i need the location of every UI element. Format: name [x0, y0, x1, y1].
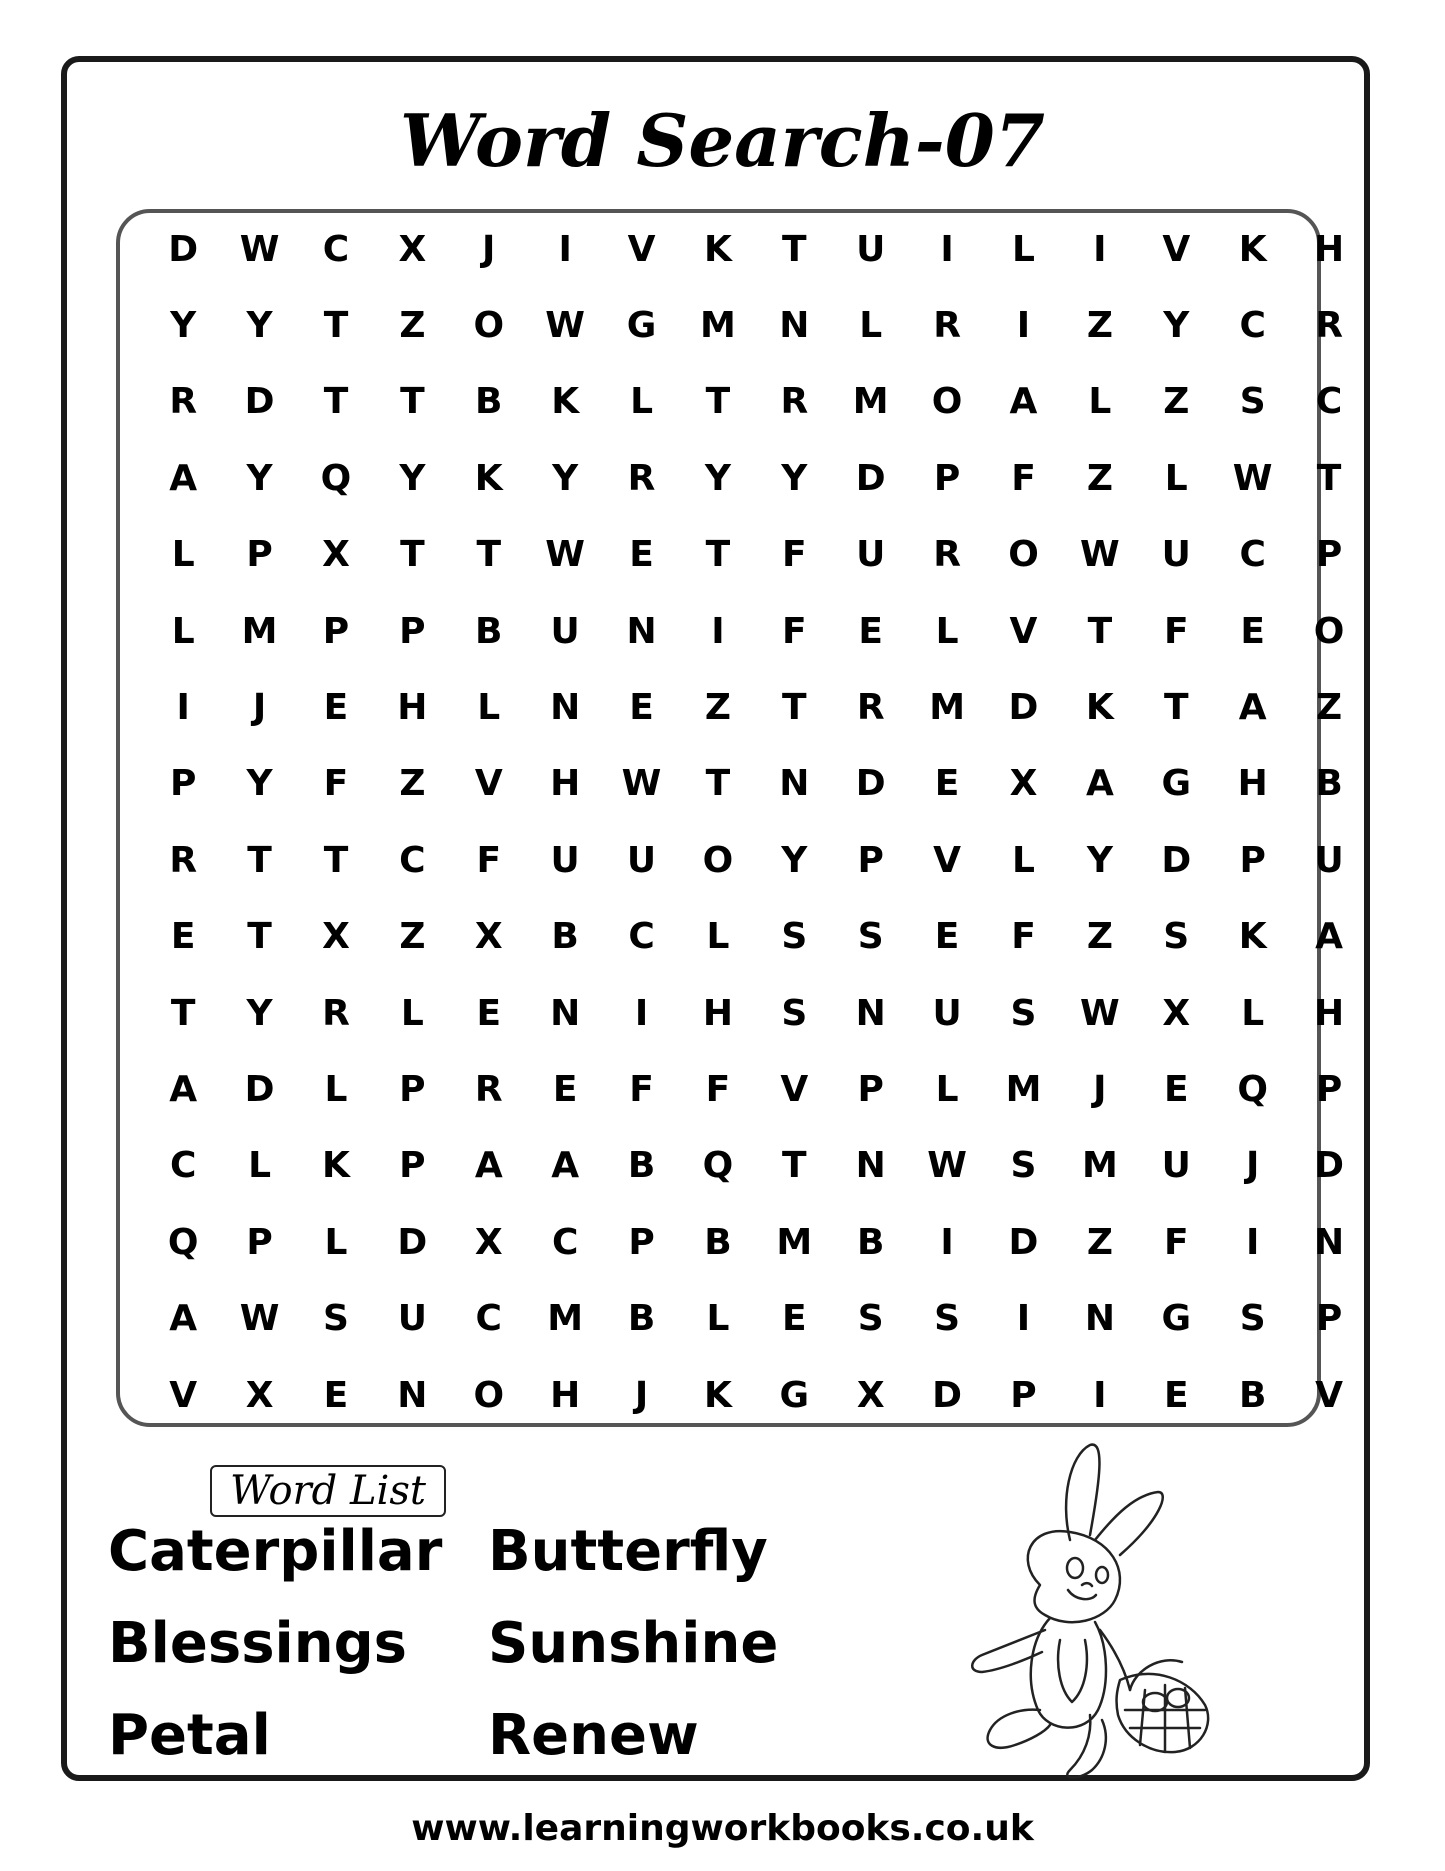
grid-cell: M	[700, 305, 736, 347]
grid-cell: N	[550, 687, 581, 729]
grid-cell: W	[239, 228, 280, 270]
grid-cell: I	[1016, 1298, 1031, 1340]
grid-cell: E	[1240, 610, 1265, 652]
grid-cell: S	[781, 992, 808, 1034]
grid-cell: E	[782, 1298, 807, 1340]
grid-cell: W	[545, 305, 585, 347]
grid-cell: Q	[1237, 1068, 1268, 1110]
grid-cell: E	[934, 916, 960, 958]
grid-cell: L	[935, 610, 959, 652]
grid-cell: D	[244, 1068, 275, 1110]
grid-cell: P	[933, 457, 961, 499]
grid-cell: K	[1238, 228, 1267, 270]
grid-cell: P	[857, 839, 884, 881]
grid-cell: D	[932, 1374, 963, 1416]
grid-cell: R	[169, 839, 198, 881]
grid-cell: X	[474, 916, 503, 958]
grid-cell: Y	[246, 763, 273, 805]
grid-cell: U	[397, 1298, 427, 1340]
grid-cell: D	[397, 1221, 428, 1263]
grid-cell: U	[1161, 534, 1191, 576]
grid-cell: A	[551, 1145, 580, 1187]
grid-cell: G	[1161, 1298, 1192, 1340]
grid-cell: Y	[246, 457, 273, 499]
grid-cell: Y	[170, 305, 197, 347]
grid-cell: F	[1163, 1221, 1189, 1263]
word-list-label: Word List	[210, 1465, 446, 1517]
word-sunshine: Sunshine	[488, 1611, 779, 1676]
word-caterpillar: Caterpillar	[108, 1519, 443, 1584]
grid-cell: V	[780, 1068, 809, 1110]
grid-cell: Y	[552, 457, 579, 499]
grid-cell: V	[1009, 610, 1038, 652]
grid-cell: U	[626, 839, 657, 881]
grid-cell: H	[550, 763, 581, 805]
grid-cell: A	[169, 1068, 198, 1110]
grid-cell: B	[1238, 1374, 1267, 1416]
grid-cell: G	[779, 1374, 810, 1416]
grid-cell: L	[477, 687, 501, 729]
grid-cell: B	[856, 1221, 885, 1263]
grid-cell: M	[929, 687, 966, 729]
grid-cell: S	[781, 916, 808, 958]
grid-cell: B	[704, 1221, 732, 1263]
grid-cell: C	[551, 1221, 579, 1263]
grid-cell: D	[1008, 687, 1039, 729]
grid-cell: K	[703, 228, 732, 270]
grid-cell: R	[322, 992, 350, 1034]
grid-cell: J	[1245, 1145, 1260, 1187]
grid-cell: L	[400, 992, 424, 1034]
grid-cell: I	[1093, 1374, 1107, 1416]
grid-cell: Y	[704, 457, 731, 499]
grid-cell: N	[1313, 1221, 1345, 1263]
grid-cell: E	[323, 687, 349, 729]
grid-cell: X	[474, 1221, 503, 1263]
grid-cell: V	[627, 228, 656, 270]
grid-cell: U	[1161, 1145, 1191, 1187]
grid-cell: H	[1313, 992, 1345, 1034]
grid-cell: R	[933, 534, 961, 576]
grid-cell: N	[550, 992, 581, 1034]
grid-cell: J	[482, 228, 496, 270]
grid-cell: J	[1093, 1068, 1107, 1110]
grid-cell: E	[170, 916, 196, 958]
grid-cell: Z	[1163, 381, 1190, 423]
grid-cell: N	[855, 1145, 886, 1187]
grid-cell: L	[171, 534, 195, 576]
grid-cell: D	[855, 457, 886, 499]
grid-cell: E	[552, 1068, 578, 1110]
grid-cell: F	[629, 1068, 654, 1110]
grid-cell: E	[476, 992, 502, 1034]
grid-cell: J	[252, 687, 267, 729]
grid-cell: D	[1161, 839, 1192, 881]
grid-cell: L	[706, 1298, 730, 1340]
grid-cell: R	[474, 1068, 503, 1110]
grid-cell: R	[627, 457, 656, 499]
grid-cell: E	[629, 687, 654, 729]
grid-cell: X	[856, 1374, 885, 1416]
grid-cell: F	[782, 610, 807, 652]
grid-cell: P	[170, 763, 197, 805]
grid-cell: T	[782, 228, 807, 270]
grid-cell: X	[1009, 763, 1038, 805]
grid-cell: H	[1313, 228, 1345, 270]
grid-cell: S	[1163, 916, 1190, 958]
grid-cell: H	[397, 687, 428, 729]
grid-cell: Q	[702, 1145, 734, 1187]
grid-cell: Z	[399, 305, 426, 347]
grid-cell: F	[782, 534, 807, 576]
grid-cell: B	[1315, 763, 1343, 805]
grid-cell: T	[247, 839, 272, 881]
grid-cell: G	[1161, 763, 1192, 805]
grid-cell: M	[1081, 1145, 1118, 1187]
grid-cell: L	[324, 1068, 348, 1110]
grid-cell: V	[1315, 1374, 1343, 1416]
grid-cell: P	[1239, 839, 1266, 881]
grid-cell: I	[711, 610, 725, 652]
grid-cell: K	[703, 1374, 732, 1416]
grid-cell: T	[705, 534, 731, 576]
grid-cell: N	[779, 305, 810, 347]
grid-cell: W	[1080, 992, 1120, 1034]
grid-cell: Q	[320, 457, 352, 499]
grid-cell: F	[323, 763, 349, 805]
grid-cell: A	[1315, 916, 1343, 958]
grid-cell: V	[169, 1374, 198, 1416]
grid-cell: A	[1238, 687, 1267, 729]
grid-cell: D	[1008, 1221, 1039, 1263]
grid-cell: T	[1087, 610, 1113, 652]
grid-cell: K	[1238, 916, 1267, 958]
grid-cell: L	[171, 610, 195, 652]
grid-cell: I	[634, 992, 649, 1034]
footer-url: www.learningworkbooks.co.uk	[411, 1808, 1034, 1849]
grid-cell: V	[1162, 228, 1191, 270]
grid-cell: N	[855, 992, 886, 1034]
grid-cell: W	[1080, 534, 1120, 576]
grid-cell: A	[169, 457, 198, 499]
page-title: Word Search-07	[399, 98, 1045, 183]
grid-cell: I	[1093, 228, 1107, 270]
grid-cell: Y	[246, 992, 273, 1034]
grid-cell: E	[1163, 1068, 1189, 1110]
grid-cell: C	[1239, 534, 1266, 576]
grid-cell: S	[1010, 992, 1037, 1034]
grid-cell: Y	[781, 457, 808, 499]
grid-cell: P	[628, 1221, 655, 1263]
grid-cell: L	[1088, 381, 1112, 423]
grid-cell: D	[244, 381, 275, 423]
word-petal: Petal	[108, 1703, 271, 1768]
grid-cell: U	[550, 610, 580, 652]
grid-cell: L	[630, 381, 654, 423]
grid-cell: K	[551, 381, 580, 423]
grid-cell: T	[323, 839, 349, 881]
grid-cell: E	[934, 763, 960, 805]
grid-cell: R	[933, 305, 961, 347]
grid-cell: P	[1315, 534, 1343, 576]
grid-cell: V	[933, 839, 962, 881]
grid-cell: A	[1009, 381, 1038, 423]
grid-cell: S	[857, 1298, 884, 1340]
grid-cell: I	[558, 228, 572, 270]
grid-cell: Z	[1086, 916, 1113, 958]
grid-cell: C	[322, 228, 350, 270]
grid-cell: P	[1315, 1068, 1343, 1110]
grid-cell: M	[1005, 1068, 1042, 1110]
grid-cell: U	[1314, 839, 1344, 881]
grid-cell: Y	[399, 457, 426, 499]
grid-cell: Z	[399, 916, 426, 958]
grid-cell: A	[1085, 763, 1114, 805]
grid-cell: C	[1315, 381, 1343, 423]
grid-cell: C	[628, 916, 655, 958]
grid-cell: A	[474, 1145, 503, 1187]
grid-cell: T	[323, 381, 349, 423]
grid-cell: R	[169, 381, 198, 423]
letter-grid	[145, 211, 1367, 1433]
grid-cell: P	[1010, 1374, 1037, 1416]
grid-cell: R	[856, 687, 885, 729]
grid-cell: I	[940, 1221, 954, 1263]
grid-cell: W	[239, 1298, 280, 1340]
grid-cell: U	[932, 992, 962, 1034]
grid-cell: Z	[1086, 1221, 1113, 1263]
grid-cell: Z	[1086, 305, 1113, 347]
grid-cell: D	[855, 763, 886, 805]
grid-cell: Z	[399, 763, 426, 805]
grid-cell: T	[705, 763, 731, 805]
grid-cell: E	[1163, 1374, 1189, 1416]
grid-cell: W	[927, 1145, 967, 1187]
grid-cell: P	[399, 1145, 426, 1187]
grid-cell: C	[169, 1145, 197, 1187]
grid-cell: H	[1237, 763, 1268, 805]
grid-cell: R	[1315, 305, 1343, 347]
grid-cell: M	[776, 1221, 813, 1263]
grid-cell: O	[473, 1374, 505, 1416]
grid-cell: T	[705, 381, 731, 423]
grid-cell: H	[702, 992, 733, 1034]
grid-cell: O	[473, 305, 505, 347]
grid-cell: N	[626, 610, 657, 652]
grid-cell: C	[475, 1298, 502, 1340]
grid-cell: W	[621, 763, 662, 805]
grid-cell: T	[323, 305, 349, 347]
grid-cell: T	[1316, 457, 1342, 499]
grid-cell: Q	[167, 1221, 199, 1263]
grid-cell: T	[782, 687, 807, 729]
grid-cell: B	[475, 381, 503, 423]
grid-cell: M	[852, 381, 889, 423]
grid-cell: W	[1232, 457, 1273, 499]
grid-cell: P	[399, 1068, 426, 1110]
grid-cell: S	[1239, 1298, 1266, 1340]
grid-cell: N	[779, 763, 810, 805]
grid-cell: C	[1239, 305, 1266, 347]
grid-cell: K	[1085, 687, 1114, 729]
grid-cell: X	[245, 1374, 274, 1416]
grid-cell: S	[934, 1298, 961, 1340]
grid-cell: L	[1241, 992, 1265, 1034]
grid-cell: T	[247, 916, 272, 958]
grid-cell: O	[931, 381, 963, 423]
bunny-illustration	[920, 1440, 1220, 1780]
word-renew: Renew	[488, 1703, 699, 1768]
grid-cell: Y	[246, 305, 273, 347]
grid-cell: M	[241, 610, 278, 652]
grid-cell: S	[323, 1298, 349, 1340]
grid-cell: B	[475, 610, 503, 652]
grid-cell: X	[322, 534, 350, 576]
grid-cell: U	[856, 228, 886, 270]
grid-cell: T	[476, 534, 502, 576]
grid-cell: T	[782, 1145, 807, 1187]
grid-cell: P	[1315, 1298, 1343, 1340]
grid-cell: M	[547, 1298, 584, 1340]
grid-cell: V	[474, 763, 503, 805]
grid-cell: Z	[1316, 687, 1343, 729]
grid-cell: Y	[1163, 305, 1190, 347]
grid-cell: J	[634, 1374, 649, 1416]
grid-cell: P	[857, 1068, 884, 1110]
grid-cell: S	[1010, 1145, 1037, 1187]
grid-cell: Z	[704, 687, 731, 729]
grid-cell: B	[627, 1298, 656, 1340]
grid-cell: N	[1084, 1298, 1115, 1340]
grid-cell: D	[1314, 1145, 1344, 1187]
grid-cell: L	[1012, 839, 1035, 881]
grid-cell: X	[322, 916, 350, 958]
grid-cell: U	[856, 534, 886, 576]
grid-cell: P	[246, 1221, 273, 1263]
grid-cell: K	[322, 1145, 350, 1187]
grid-cell: I	[1016, 305, 1031, 347]
grid-cell: G	[626, 305, 657, 347]
grid-cell: S	[857, 916, 884, 958]
grid-cell: X	[398, 228, 427, 270]
grid-cell: F	[705, 1068, 731, 1110]
grid-cell: T	[170, 992, 196, 1034]
grid-cell: L	[248, 1145, 272, 1187]
grid-cell: Y	[781, 839, 808, 881]
grid-cell: T	[400, 534, 425, 576]
grid-cell: P	[322, 610, 350, 652]
grid-cell: R	[780, 381, 809, 423]
grid-cell: I	[176, 687, 190, 729]
grid-cell: H	[550, 1374, 581, 1416]
grid-cell: X	[1162, 992, 1191, 1034]
grid-cell: B	[551, 916, 579, 958]
grid-cell: O	[702, 839, 734, 881]
grid-cell: L	[859, 305, 883, 347]
grid-cell: L	[1012, 228, 1035, 270]
grid-cell: B	[627, 1145, 656, 1187]
grid-cell: L	[324, 1221, 348, 1263]
grid-cell: L	[1164, 457, 1188, 499]
grid-cell: E	[629, 534, 654, 576]
grid-cell: Y	[1086, 839, 1113, 881]
grid-cell: D	[168, 228, 199, 270]
grid-cell: L	[935, 1068, 959, 1110]
grid-cell: O	[1008, 534, 1039, 576]
word-butterfly: Butterfly	[488, 1519, 768, 1584]
grid-cell: F	[1011, 916, 1036, 958]
grid-cell: C	[399, 839, 426, 881]
grid-cell: F	[1011, 457, 1036, 499]
grid-cell: O	[1313, 610, 1345, 652]
grid-cell: L	[706, 916, 730, 958]
grid-cell: S	[1239, 381, 1266, 423]
grid-cell: T	[1163, 687, 1189, 729]
grid-cell: I	[940, 228, 954, 270]
grid-cell: T	[400, 381, 425, 423]
grid-cell: A	[169, 1298, 198, 1340]
grid-cell: N	[397, 1374, 428, 1416]
grid-cell: E	[858, 610, 883, 652]
grid-cell: E	[323, 1374, 349, 1416]
grid-cell: P	[246, 534, 273, 576]
grid-cell: I	[1245, 1221, 1260, 1263]
grid-cell: P	[399, 610, 426, 652]
word-blessings: Blessings	[108, 1611, 408, 1676]
grid-cell: Z	[1086, 457, 1113, 499]
grid-cell: U	[550, 839, 580, 881]
grid-cell: W	[545, 534, 585, 576]
grid-cell: F	[1163, 610, 1189, 652]
grid-cell: F	[476, 839, 502, 881]
grid-cell: K	[474, 457, 503, 499]
